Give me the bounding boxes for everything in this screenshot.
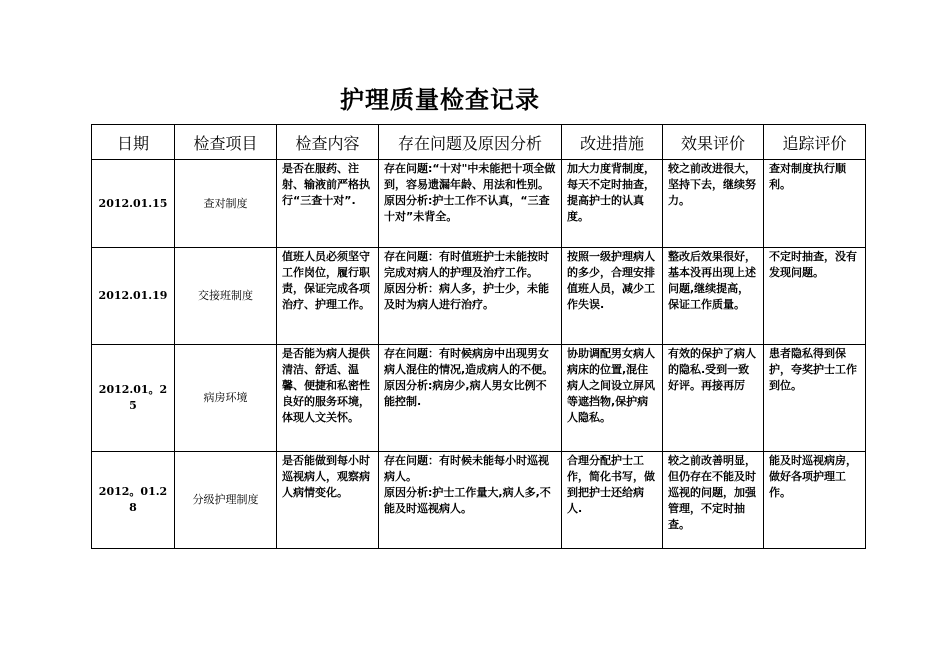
cell-item: 病房环境 [175, 345, 277, 452]
cell-effect: 有效的保护了病人的隐私.受到一致好评。再接再厉 [663, 345, 764, 452]
header-measure: 改进措施 [562, 125, 663, 160]
page-title: 护理质量检查记录 [340, 86, 540, 114]
cause-text: 原因分析:护士工作量大,病人多,不能及时巡视病人。 [384, 486, 551, 515]
header-item: 检查项目 [175, 125, 277, 160]
problem-text: 存在问题：有时候病房中出现男女病人混住的情况,造成病人的不便。 [384, 347, 554, 376]
header-effect: 效果评价 [663, 125, 764, 160]
header-content: 检查内容 [277, 125, 379, 160]
cell-date: 2012。01.28 [92, 452, 175, 549]
table-row [92, 160, 866, 248]
cell-content: 是否能做到每小时巡视病人，观察病人病情变化。 [277, 452, 379, 549]
cell-problem [379, 160, 562, 248]
cell-problem [379, 345, 562, 452]
cell-content: 值班人员必须坚守工作岗位，履行职责，保证完成各项治疗、护理工作。 [277, 248, 379, 345]
header-date: 日期 [92, 125, 175, 160]
cell-tracking: 不定时抽查，没有发现问题。 [764, 248, 866, 345]
cause-text: 原因分析：病人多，护士少，未能及时为病人进行治疗。 [384, 282, 549, 311]
table-row [92, 452, 866, 549]
cell-effect: 整改后效果很好，基本没再出现上述问题,继续提高，保证工作质量。 [663, 248, 764, 345]
cell-content: 是否在服药、注射、输液前严格执行“三查十对”. [277, 160, 379, 248]
header-problem: 存在问题及原因分析 [379, 125, 562, 160]
table-row [92, 345, 866, 452]
cause-text: 原因分析:护士工作不认真，“三查十对”未背全。 [384, 194, 550, 223]
cell-measure: 协助调配男女病人病床的位置,混住病人之间设立屏风等遮挡物,保护病人隐私。 [562, 345, 663, 452]
table-row [92, 248, 866, 345]
cell-content: 是否能为病人提供清洁、舒适、温馨、便捷和私密性良好的服务环境，体现人文关怀。 [277, 345, 379, 452]
problem-text: 存在问题：有时候未能每小时巡视病人。 [384, 454, 549, 483]
problem-text: 存在问题：有时值班护士未能按时完成对病人的护理及治疗工作。 [384, 250, 549, 279]
cell-problem [379, 248, 562, 345]
cell-date: 2012.01.19 [92, 248, 175, 345]
problem-text: 存在问题:“十对"中未能把十项全做到，容易遗漏年龄、用法和性别。 [384, 162, 556, 191]
header-tracking: 追踪评价 [764, 125, 866, 160]
cell-tracking: 患者隐私得到保护，夸奖护士工作到位。 [764, 345, 866, 452]
inspection-record-table [91, 124, 866, 549]
table-header-row [92, 125, 866, 160]
cell-problem [379, 452, 562, 549]
cell-item: 分级护理制度 [175, 452, 277, 549]
cell-tracking: 能及时巡视病房，做好各项护理工作。 [764, 452, 866, 549]
cell-date: 2012.01。25 [92, 345, 175, 452]
cell-measure: 加大力度背制度，每天不定时抽查，提高护士的认真度。 [562, 160, 663, 248]
cell-effect: 较之前改进很大，坚持下去，继续努力。 [663, 160, 764, 248]
cell-tracking: 查对制度执行顺利。 [764, 160, 866, 248]
cell-item: 查对制度 [175, 160, 277, 248]
cell-date: 2012.01.15 [92, 160, 175, 248]
cell-item: 交接班制度 [175, 248, 277, 345]
cell-measure: 按照一级护理病人的多少，合理安排值班人员，减少工作失误. [562, 248, 663, 345]
cell-measure: 合理分配护士工作，简化书写，做到把护士还给病人. [562, 452, 663, 549]
cause-text: 原因分析:病房少,病人男女比例不能控制. [384, 379, 547, 408]
cell-effect: 较之前改善明显，但仍存在不能及时巡视的问题，加强管理，不定时抽查。 [663, 452, 764, 549]
